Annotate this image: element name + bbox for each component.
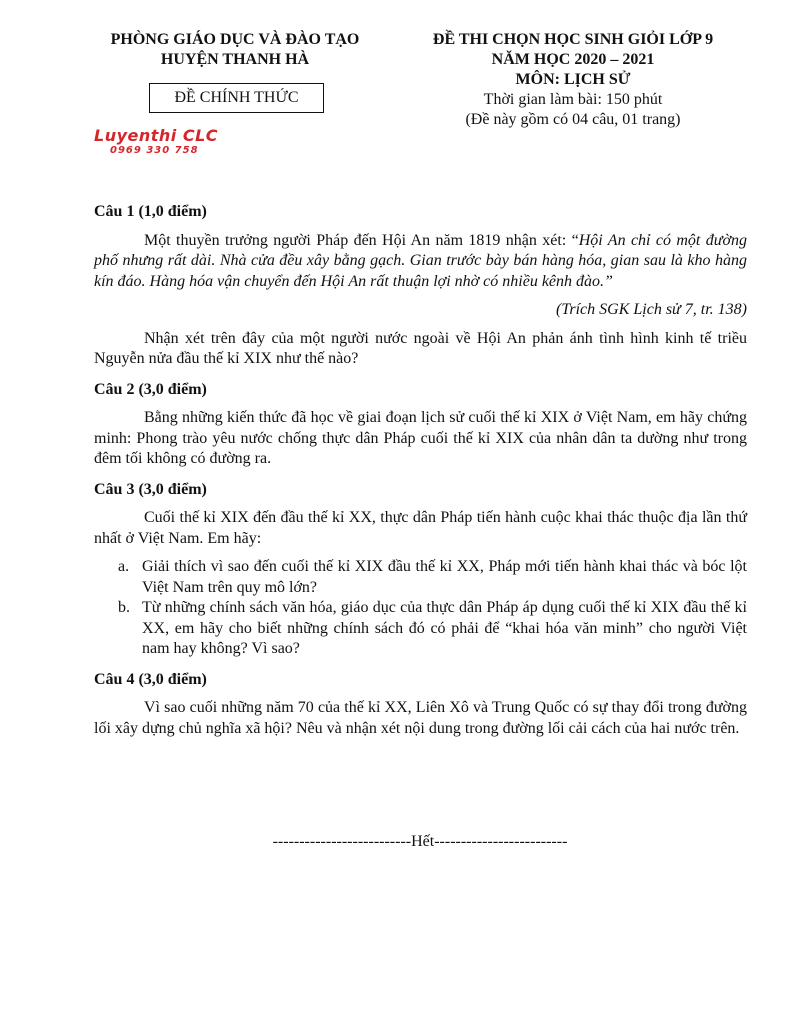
district-name: HUYỆN THANH HÀ bbox=[160, 51, 310, 68]
exam-header bbox=[398, 30, 748, 130]
logo-name: Luyenthi CLC bbox=[94, 126, 219, 145]
item-text: Giải thích vì sao đến cuối thế kỉ XIX đầu thế kỉ XX, Pháp mới tiến hành khai thác và bóc lột Việt Nam trên quy mô lớn? bbox=[142, 558, 747, 596]
question-1-quote: Hội An chỉ có một đường phố nhưng rất dài. Nhà cửa đều xây bằng gạch. Gian trước bày bán hàng hóa, gian sau là kho hàng kín đáo. Hàng hóa vận chuyển đến Hội An rất thuận lợi nhờ có nhiều kênh đào.” bbox=[94, 231, 747, 290]
question-4-title: Câu 4 (3,0 điểm) bbox=[94, 670, 207, 688]
item-marker: a. bbox=[118, 558, 130, 575]
question-3-title: Câu 3 (3,0 điểm) bbox=[94, 480, 207, 498]
luyenthi-logo bbox=[94, 127, 254, 157]
exam-content bbox=[94, 202, 747, 739]
item-text: Từ những chính sách văn hóa, giáo dục của thực dân Pháp áp dụng cuối thế kỉ XIX đầu thế kỉ XX, em hãy cho biết những chính sách đó có phải để “khai hóa văn minh” cho người Việt nam hay không? Vì sao? bbox=[142, 599, 747, 657]
question-1-source: (Trích SGK Lịch sử 7, tr. 138) bbox=[556, 301, 747, 318]
question-2-body: Bằng những kiến thức đã học về giai đoạn lịch sử cuối thế kỉ XIX ở Việt Nam, em hãy chứng minh: Phong trào yêu nước chống thực dân Pháp cuối thế kỉ XIX của nhân dân ta dường như trong đêm tối không có đường ra. bbox=[94, 409, 747, 467]
question-2-title: Câu 2 (3,0 điểm) bbox=[94, 380, 207, 398]
department-header bbox=[85, 30, 385, 70]
question-1-title: Câu 1 (1,0 điểm) bbox=[94, 203, 207, 220]
question-3-item-b bbox=[94, 598, 747, 660]
question-3-items bbox=[94, 557, 747, 660]
item-marker: b. bbox=[118, 599, 130, 616]
question-3-body: Cuối thế kỉ XIX đến đầu thế kỉ XX, thực dân Pháp tiến hành cuộc khai thác thuộc địa lần thứ nhất ở Việt Nam. Em hãy: bbox=[94, 509, 747, 547]
page-note: (Đề này gồm có 04 câu, 01 trang) bbox=[465, 111, 681, 128]
department-name: PHÒNG GIÁO DỤC VÀ ĐÀO TẠO bbox=[110, 31, 360, 48]
question-1-lead: Một thuyền trưởng người Pháp đến Hội An năm 1819 nhận xét: “ bbox=[144, 231, 579, 249]
logo-phone: 0969 330 758 bbox=[110, 145, 199, 156]
exam-title: ĐỀ THI CHỌN HỌC SINH GIỎI LỚP 9 bbox=[432, 31, 714, 48]
question-4-body: Vì sao cuối những năm 70 của thế kỉ XX, Liên Xô và Trung Quốc có sự thay đổi trong đường lối xây dựng chủ nghĩa xã hội? Nêu và nhận xét nội dung trong đường lối cải cách của hai nước trên. bbox=[94, 699, 747, 737]
question-3-item-a bbox=[94, 557, 747, 598]
official-exam-label: ĐỀ CHÍNH THỨC bbox=[149, 83, 324, 113]
time-limit: Thời gian làm bài: 150 phút bbox=[483, 91, 663, 108]
end-marker: --------------------------Hết------------------------- bbox=[272, 833, 568, 850]
subject: MÔN: LỊCH SỬ bbox=[515, 71, 631, 88]
question-1-body: Nhận xét trên đây của một người nước ngoài về Hội An phản ánh tình hình kinh tế triều Nguyễn nửa đầu thế kỉ XIX như thế nào? bbox=[94, 329, 747, 367]
question-1-intro bbox=[94, 231, 747, 293]
school-year: NĂM HỌC 2020 – 2021 bbox=[491, 51, 655, 68]
